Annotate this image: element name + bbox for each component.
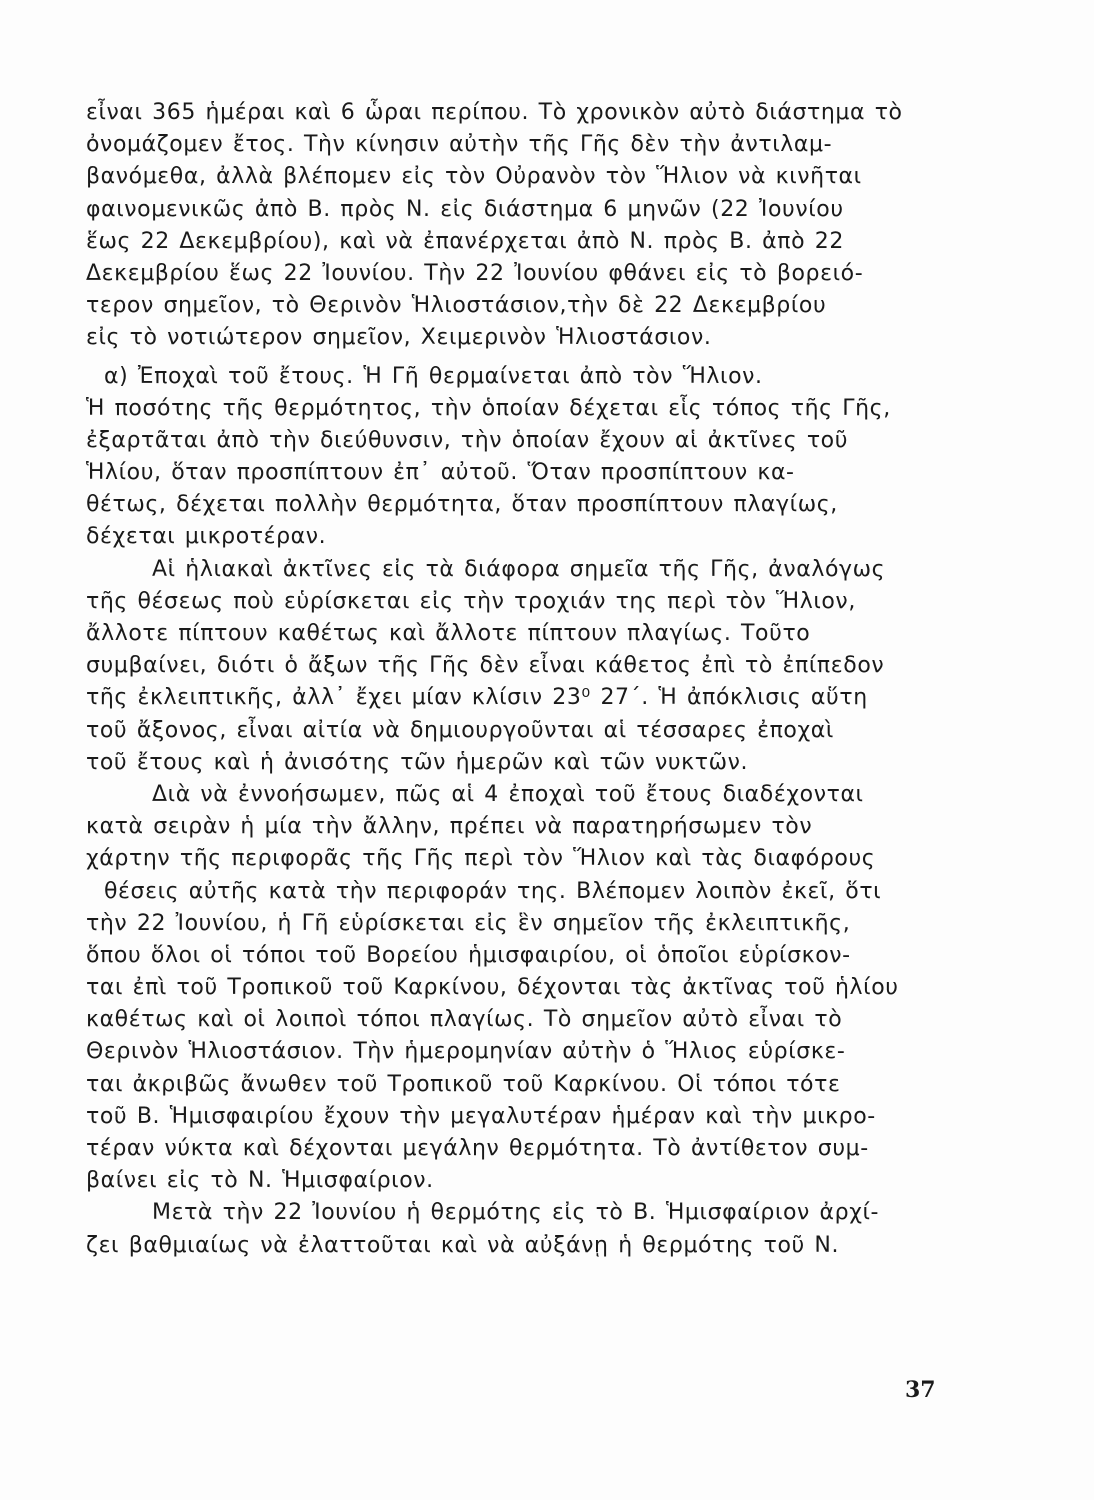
text-line: τοῦ Β. Ἡμισφαιρίου ἔχουν τὴν μεγαλυτέραν ἡμέραν καὶ τὴν μικρο- xyxy=(86,1103,876,1129)
text-line: τῆς ἐκλειπτικῆς, ἀλλ᾽ ἔχει μίαν κλίσιν 23⁰ 27΄. Ἡ ἀπόκλισις αὕτη xyxy=(86,685,868,711)
section-heading-line: α) Ἐποχαὶ τοῦ ἔτους. Ἡ Γῆ θερμαίνεται ἀπὸ τὸν Ἥλιον. xyxy=(104,363,763,389)
text-line: ται ἐπὶ τοῦ Τροπικοῦ τοῦ Καρκίνου, δέχονται τὰς ἀκτῖνας τοῦ ἡλίου xyxy=(86,975,899,1001)
text-line: συμβαίνει, διότι ὁ ἄξων τῆς Γῆς δὲν εἶναι κάθετος ἐπὶ τὸ ἐπίπεδον xyxy=(86,653,885,679)
text-line: τῆς θέσεως ποὺ εὑρίσκεται εἰς τὴν τροχιάν της περὶ τὸν Ἥλιον, xyxy=(86,588,856,614)
text-line: βανόμεθα, ἀλλὰ βλέπομεν εἰς τὸν Οὐρανὸν τὸν Ἥλιον νὰ κινῆται xyxy=(86,164,862,190)
text-line: τέραν νύκτα καὶ δέχονται μεγάλην θερμότητα. Τὸ ἀντίθετον συμ- xyxy=(86,1136,869,1161)
paragraph-start-line: Μετὰ τὴν 22 Ἰουνίου ἡ θερμότης εἰς τὸ Β. Ἡμισφαίριον ἀρχί- xyxy=(152,1200,880,1226)
text-line: θέσεις αὐτῆς κατὰ τὴν περιφοράν της. Βλέπομεν λοιπὸν ἐκεῖ, ὅτι xyxy=(104,878,882,904)
text-line: τοῦ ἔτους καὶ ἡ ἀνισότης τῶν ἡμερῶν καὶ τῶν νυκτῶν. xyxy=(86,749,749,775)
text-line: ἐξαρτᾶται ἀπὸ τὴν διεύθυνσιν, τὴν ὁποίαν ἔχουν αἱ ἀκτῖνες τοῦ xyxy=(86,427,849,453)
page-number: 37 xyxy=(905,1377,936,1403)
text-line: καθέτως καὶ οἱ λοιποὶ τόποι πλαγίως. Τὸ σημεῖον αὐτὸ εἶναι τὸ xyxy=(86,1007,843,1033)
text-line: τερον σημεῖον, τὸ Θερινὸν Ἡλιοστάσιον,τὴν δὲ 22 Δεκεμβρίου xyxy=(86,293,827,319)
text-line: κατὰ σειρὰν ἡ μία τὴν ἄλλην, πρέπει νὰ παρατηρήσωμεν τὸν xyxy=(86,814,813,840)
text-line: θέτως, δέχεται πολλὴν θερμότητα, ὅταν προσπίπτουν πλαγίως, xyxy=(86,492,838,518)
text-line: χάρτην τῆς περιφορᾶς τῆς Γῆς περὶ τὸν Ἥλιον καὶ τὰς διαφόρους xyxy=(86,846,876,872)
text-line: τὴν 22 Ἰουνίου, ἡ Γῆ εὑρίσκεται εἰς ἓν σημεῖον τῆς ἐκλειπτικῆς, xyxy=(86,910,851,936)
text-line: εἶναι 365 ἡμέραι καὶ 6 ὧραι περίπου. Τὸ χρονικὸν αὐτὸ διάστημα τὸ xyxy=(86,100,903,125)
text-line: ζει βαθμιαίως νὰ ἐλαττοῦται καὶ νὰ αὐξάνῃ ἡ θερμότης τοῦ Ν. xyxy=(86,1232,840,1258)
text-line: βαίνει εἰς τὸ Ν. Ἡμισφαίριον. xyxy=(86,1168,434,1194)
text-line: ἄλλοτε πίπτουν καθέτως καὶ ἄλλοτε πίπτουν πλαγίως. Τοῦτο xyxy=(86,621,811,646)
text-line: τοῦ ἄξονος, εἶναι αἰτία νὰ δημιουργοῦνται αἱ τέσσαρες ἐποχαὶ xyxy=(86,717,834,743)
paragraph-start-line: Αἱ ἡλιακαὶ ἀκτῖνες εἰς τὰ διάφορα σημεῖα τῆς Γῆς, ἀναλόγως xyxy=(152,556,886,582)
text-line: Θερινὸν Ἡλιοστάσιον. Τὴν ἡμερομηνίαν αὐτὴν ὁ Ἥλιος εὑρίσκε- xyxy=(86,1039,846,1065)
text-line: ὅπου ὅλοι οἱ τόποι τοῦ Βορείου ἡμισφαιρίου, οἱ ὁποῖοι εὑρίσκον- xyxy=(86,942,851,968)
text-line: Δεκεμβρίου ἕως 22 Ἰουνίου. Τὴν 22 Ἰουνίου φθάνει εἰς τὸ βορειό- xyxy=(86,260,864,286)
text-line: ται ἀκριβῶς ἄνωθεν τοῦ Τροπικοῦ τοῦ Καρκίνου. Οἱ τόποι τότε xyxy=(86,1071,841,1097)
page-text xyxy=(86,97,946,1262)
text-line: ὀνομάζομεν ἔτος. Τὴν κίνησιν αὐτὴν τῆς Γῆς δὲν τὴν ἀντιλαμ- xyxy=(86,132,833,158)
text-line: Ἡλίου, ὅταν προσπίπτουν ἐπ᾽ αὐτοῦ. Ὅταν προσπίπτουν κα- xyxy=(86,460,795,486)
text-line: δέχεται μικροτέραν. xyxy=(86,524,327,550)
text-line: φαινομενικῶς ἀπὸ Β. πρὸς Ν. εἰς διάστημα 6 μηνῶν (22 Ἰουνίου xyxy=(86,196,844,222)
paragraph-start-line: Διὰ νὰ ἐννοήσωμεν, πῶς αἱ 4 ἐποχαὶ τοῦ ἔτους διαδέχονται xyxy=(152,781,864,807)
text-line: εἰς τὸ νοτιώτερον σημεῖον, Χειμερινὸν Ἡλιοστάσιον. xyxy=(86,325,712,351)
text-line: Ἡ ποσότης τῆς θερμότητος, τὴν ὁποίαν δέχεται εἷς τόπος τῆς Γῆς, xyxy=(86,395,891,421)
text-line: ἕως 22 Δεκεμβρίου), καὶ νὰ ἐπανέρχεται ἀπὸ Ν. πρὸς Β. ἀπὸ 22 xyxy=(86,228,844,254)
